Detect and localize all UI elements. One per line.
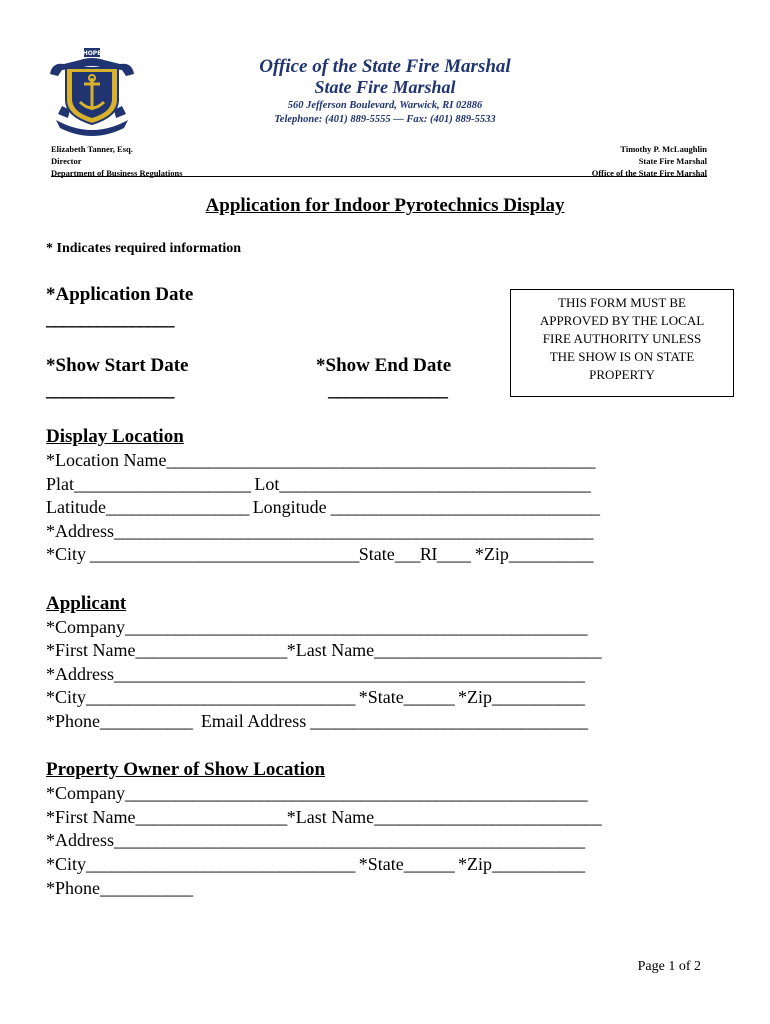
display-location-heading: Display Location xyxy=(46,426,184,447)
state-label: *State xyxy=(358,854,404,874)
lat-long-row xyxy=(46,497,599,518)
zip-label: *Zip xyxy=(458,687,493,707)
show-start-date-label: *Show Start Date xyxy=(46,355,189,376)
lot-label: Lot xyxy=(254,474,280,494)
show-end-date-field[interactable]: ______________ xyxy=(328,380,447,401)
address-label: *Address xyxy=(46,521,114,541)
city-label: *City xyxy=(46,687,87,707)
email-label: Email Address xyxy=(200,711,307,731)
page-number: Page 1 of 2 xyxy=(637,959,701,974)
location-name-row xyxy=(46,450,595,471)
location-name-label: *Location Name xyxy=(46,450,167,470)
office-name: Office of the State Fire Marshal xyxy=(259,56,511,77)
header-title: State Fire Marshal xyxy=(314,77,456,97)
owner-last-name-field[interactable]: ___________________________ xyxy=(374,807,601,827)
marshal-name: Timothy P. McLaughlin xyxy=(620,144,707,154)
last-name-label: *Last Name xyxy=(286,807,375,827)
applicant-address-field[interactable]: ________________________________________________________ xyxy=(114,664,585,684)
location-address-row xyxy=(46,521,593,542)
notice-line: THIS FORM MUST BE xyxy=(558,295,686,310)
applicant-email-field[interactable]: _________________________________ xyxy=(306,711,588,731)
applicant-last-name-field[interactable]: ___________________________ xyxy=(374,640,601,660)
company-label: *Company xyxy=(46,617,125,637)
notice-line: THE SHOW IS ON STATE xyxy=(549,349,695,364)
owner-company-field[interactable]: _______________________________________________________ xyxy=(125,783,588,803)
first-name-label: *First Name xyxy=(46,807,136,827)
owner-company-row xyxy=(46,783,587,804)
notice-line: APPROVED BY THE LOCAL xyxy=(539,313,705,328)
longitude-field[interactable]: ________________________________ xyxy=(326,497,600,517)
plat-lot-row xyxy=(46,474,590,495)
applicant-company-field[interactable]: _______________________________________________________ xyxy=(125,617,588,637)
svg-text:HOPE: HOPE xyxy=(82,50,102,57)
applicant-heading: Applicant xyxy=(46,593,127,614)
owner-first-name-field[interactable]: __________________ xyxy=(135,807,287,827)
applicant-city-field[interactable]: ________________________________ xyxy=(86,687,359,707)
show-end-date-label: *Show End Date xyxy=(316,355,452,376)
director-department: Department of Business Regulations xyxy=(51,168,183,178)
location-address-field[interactable]: _________________________________________________________ xyxy=(114,521,593,541)
marshal-office: Office of the State Fire Marshal xyxy=(591,168,707,178)
latitude-field[interactable]: _________________ xyxy=(105,497,253,517)
city-label: *City xyxy=(46,544,87,564)
director-name: Elizabeth Tanner, Esq. xyxy=(51,144,133,154)
marshal-title: State Fire Marshal xyxy=(638,156,707,166)
show-start-date-field[interactable]: _______________ xyxy=(46,380,174,401)
address-label: *Address xyxy=(46,830,114,850)
owner-name-row xyxy=(46,807,601,828)
marshal-block xyxy=(592,143,707,179)
header-divider xyxy=(51,176,707,177)
notice-line: FIRE AUTHORITY UNLESS xyxy=(542,331,702,346)
office-telephone: Telephone: (401) 889-5555 — Fax: (401) 889-5533 xyxy=(274,114,496,125)
location-zip-field[interactable]: __________ xyxy=(508,544,593,564)
plat-field[interactable]: _____________________ xyxy=(74,474,255,494)
application-date-label: *Application Date xyxy=(46,284,194,305)
property-owner-heading: Property Owner of Show Location xyxy=(46,759,326,780)
director-title: Director xyxy=(51,156,82,166)
approval-notice-box xyxy=(510,289,734,397)
owner-address-field[interactable]: ________________________________________________________ xyxy=(114,830,585,850)
owner-zip-field[interactable]: ___________ xyxy=(492,854,585,874)
phone-label: *Phone xyxy=(46,878,100,898)
applicant-company-row xyxy=(46,617,587,638)
state-value: ___RI____ xyxy=(394,544,471,564)
zip-label: *Zip xyxy=(458,854,493,874)
owner-city-row xyxy=(46,854,584,875)
owner-phone-field[interactable]: ___________ xyxy=(100,878,193,898)
last-name-label: *Last Name xyxy=(286,640,375,660)
applicant-address-row xyxy=(46,664,584,685)
form-title: Application for Indoor Pyrotechnics Display xyxy=(205,195,565,216)
latitude-label: Latitude xyxy=(46,497,106,517)
required-note: * Indicates required information xyxy=(46,241,242,256)
owner-city-field[interactable]: ________________________________ xyxy=(86,854,359,874)
longitude-label: Longitude xyxy=(252,497,327,517)
owner-address-row xyxy=(46,830,584,851)
notice-line: PROPERTY xyxy=(589,367,655,382)
company-label: *Company xyxy=(46,783,125,803)
location-city-field[interactable]: ________________________________ xyxy=(86,544,359,564)
owner-state-field[interactable]: ______ xyxy=(403,854,459,874)
applicant-state-field[interactable]: ______ xyxy=(403,687,459,707)
first-name-label: *First Name xyxy=(46,640,136,660)
applicant-first-name-field[interactable]: __________________ xyxy=(135,640,287,660)
owner-phone-row xyxy=(46,878,192,899)
plat-label: Plat xyxy=(46,474,75,494)
director-block xyxy=(51,143,183,179)
address-label: *Address xyxy=(46,664,114,684)
zip-label: *Zip xyxy=(474,544,509,564)
phone-label: *Phone xyxy=(46,711,100,731)
lot-field[interactable]: _____________________________________ xyxy=(279,474,591,494)
application-date-field[interactable]: _______________ xyxy=(46,309,174,330)
applicant-phone-field[interactable]: ___________ xyxy=(100,711,197,731)
applicant-phone-row xyxy=(46,711,587,732)
applicant-zip-field[interactable]: ___________ xyxy=(492,687,585,707)
state-label: *State xyxy=(358,687,404,707)
city-label: *City xyxy=(46,854,87,874)
state-label: State xyxy=(358,544,395,564)
location-name-field[interactable]: ___________________________________________________ xyxy=(166,450,595,470)
location-city-row xyxy=(46,544,593,565)
applicant-name-row xyxy=(46,640,601,661)
applicant-city-row xyxy=(46,687,584,708)
office-address: 560 Jefferson Boulevard, Warwick, RI 02886 xyxy=(287,100,483,111)
